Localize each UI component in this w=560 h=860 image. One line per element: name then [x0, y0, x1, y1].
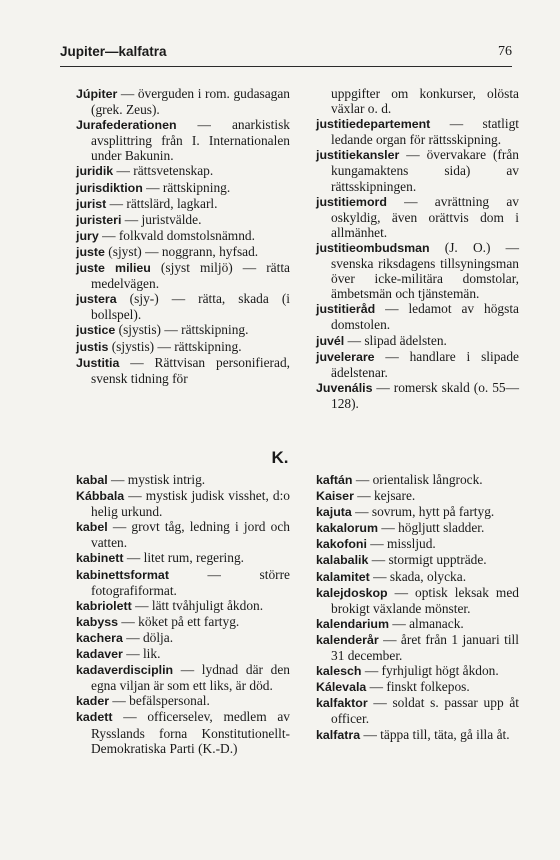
- dictionary-entry: [316, 472, 519, 488]
- dictionary-entry: [316, 663, 519, 679]
- entry-definition: — handlare i slipade ädelstenar.: [331, 348, 519, 380]
- entry-definition: — missljud.: [366, 536, 436, 552]
- column-top-right: [316, 86, 519, 411]
- entry-definition: (sjy-) — rätta, skada (i bollspel).: [91, 291, 290, 323]
- entry-definition: — romersk skald (o. 55—128).: [331, 379, 519, 411]
- dictionary-entry: [76, 260, 290, 291]
- entry-definition: — skada, olycka.: [369, 568, 467, 584]
- entry-definition: — året från 1 januari till 31 december.: [331, 631, 519, 664]
- entry-definition: — soldat s. passar upp åt officer.: [331, 695, 519, 727]
- entry-definition: — högljutt sladder.: [377, 520, 485, 536]
- entry-term: Juvenális: [316, 380, 373, 395]
- entry-definition: (J. O.) — svenska riksdagens tillsyningsman över icke-militära domstolar, ämbetsmän och tjänstemän.: [331, 239, 519, 302]
- dictionary-entry: [76, 472, 290, 488]
- dictionary-entry: [76, 519, 290, 550]
- entry-definition: — officerselev, medlem av Rysslands forna Konstitutionellt-Demokratiska Parti (K.-D.): [91, 709, 290, 756]
- entry-definition: — juristvälde.: [121, 211, 202, 227]
- entry-term: justice: [76, 323, 116, 338]
- entry-term: juvelerare: [316, 349, 375, 364]
- dictionary-entry: [76, 228, 290, 244]
- entry-definition: — Rättvisan personifierad, svensk tidning för: [91, 354, 290, 386]
- entry-definition: (sjystis) — rättskipning.: [115, 322, 249, 338]
- dictionary-entry: [76, 180, 290, 196]
- entry-definition: — dölja.: [122, 629, 174, 645]
- entry-term: kabyss: [76, 614, 119, 629]
- entry-definition: — anarkistisk avsplittring från I. Internationalen under Bakunin.: [91, 117, 290, 164]
- dictionary-entry: [76, 196, 290, 212]
- entry-definition: (sjyst) — noggrann, hyfsad.: [104, 243, 259, 259]
- entry-term: justis: [76, 339, 109, 354]
- entry-definition: — överguden i rom. gudasagan (grek. Zeus).: [91, 86, 290, 118]
- entry-term: kadett: [76, 710, 113, 725]
- entry-term: Júpiter: [76, 87, 118, 101]
- entry-term: kadaverdisciplin: [76, 663, 174, 678]
- dictionary-entry: [76, 662, 290, 693]
- entry-definition: — rättskipning.: [142, 179, 231, 195]
- entry-term: juvél: [316, 333, 345, 348]
- dictionary-entry: [76, 614, 290, 630]
- dictionary-entry: [316, 504, 519, 520]
- section-letter: K.: [271, 448, 289, 467]
- entry-term: Kábbala: [76, 489, 125, 504]
- entry-term: justitieombudsman: [316, 240, 430, 255]
- dictionary-entry: [76, 86, 290, 117]
- dictionary-entry: [316, 301, 519, 332]
- page-header: [60, 44, 512, 64]
- dictionary-entry: [76, 646, 290, 662]
- dictionary-entry: [316, 333, 519, 349]
- entry-term: kalabalik: [316, 553, 369, 568]
- dictionary-entry: [76, 244, 290, 260]
- entry-term: kalejdoskop: [316, 585, 388, 600]
- entry-term: justitiedepartement: [316, 117, 431, 132]
- entry-definition: — täppa till, täta, gå illa åt.: [360, 726, 510, 742]
- entry-term: kader: [76, 694, 110, 709]
- entry-term: Jurafederationen: [76, 118, 177, 133]
- entry-definition: — sovrum, hytt på fartyg.: [351, 504, 495, 520]
- dictionary-entry: [316, 679, 519, 695]
- dictionary-entry: [76, 709, 290, 755]
- dictionary-entry: [76, 355, 290, 386]
- dictionary-entry: [316, 147, 519, 193]
- header-rule: [60, 66, 512, 67]
- entry-term: kakofoni: [316, 537, 367, 552]
- entry-term: kabinettsformat: [76, 567, 169, 582]
- entry-definition: — rättslärd, lagkarl.: [106, 195, 218, 211]
- entry-term: Kálevala: [316, 680, 367, 695]
- entry-term: justitiemord: [316, 194, 387, 209]
- dictionary-entry: [76, 339, 290, 355]
- dictionary-entry: [316, 380, 519, 411]
- entry-term: jurisdiktion: [76, 180, 143, 195]
- entry-definition: (sjyst miljö) — rätta medelvägen.: [91, 260, 290, 292]
- entry-definition: — kejsare.: [353, 488, 416, 504]
- entry-definition: — stormigt uppträde.: [368, 552, 487, 568]
- entry-definition: — mystisk intrig.: [107, 472, 206, 487]
- dictionary-entry: [316, 116, 519, 147]
- entry-term: juste: [76, 244, 105, 259]
- dictionary-entry: [76, 163, 290, 179]
- entry-term: Justitia: [76, 355, 120, 370]
- entry-definition: — ledamot av högsta domstolen.: [331, 301, 519, 333]
- dictionary-entry: [76, 488, 290, 519]
- entry-definition: — litet rum, regering.: [123, 550, 244, 566]
- dictionary-entry: [316, 569, 519, 585]
- entry-definition: — lätt tvåhjuligt åkdon.: [131, 597, 264, 613]
- page-number: 76: [498, 44, 512, 59]
- dictionary-entry: [316, 86, 519, 116]
- running-head: Jupiter—kalfatra: [60, 44, 167, 59]
- entry-definition: — orientalisk långrock.: [352, 472, 483, 487]
- entry-term: kalendarium: [316, 616, 389, 631]
- dictionary-entry: [316, 585, 519, 616]
- entry-definition: — fyrhjuligt högt åkdon.: [361, 663, 499, 679]
- dictionary-entry: [316, 240, 519, 301]
- entry-definition: — mystisk judisk visshet, d:o helig urkund.: [91, 488, 290, 520]
- entry-term: kabel: [76, 520, 108, 535]
- entry-term: juste milieu: [76, 261, 151, 276]
- entry-definition: — lik.: [122, 646, 161, 662]
- dictionary-entry: [76, 693, 290, 709]
- entry-term: kalenderår: [316, 632, 379, 647]
- column-bottom-left: [76, 472, 290, 756]
- entry-term: kakalorum: [316, 521, 378, 536]
- entry-term: Kaiser: [316, 489, 354, 504]
- dictionary-entry: [316, 349, 519, 380]
- entry-definition: — finskt folkepos.: [366, 679, 470, 695]
- entry-term: justera: [76, 292, 117, 307]
- entry-definition: — köket på ett fartyg.: [118, 613, 240, 629]
- dictionary-entry: [76, 550, 290, 566]
- entry-definition: — avrättning av oskyldig, även orättvis dom i allmänhet.: [331, 193, 519, 240]
- dictionary-entry: [316, 520, 519, 536]
- entry-term: kajuta: [316, 505, 352, 520]
- entry-term: kabriolett: [76, 598, 132, 613]
- entry-definition: — slipad ädelsten.: [344, 332, 447, 348]
- entry-definition: — befälspersonal.: [109, 693, 210, 709]
- dictionary-entry: [76, 322, 290, 338]
- dictionary-entry: [76, 598, 290, 614]
- dictionary-entry: [76, 630, 290, 646]
- dictionary-entry: [316, 695, 519, 726]
- entry-definition: — rättsvetenskap.: [113, 163, 214, 179]
- entry-definition: — optisk leksak med brokigt växlande mönster.: [331, 584, 519, 616]
- entry-term: kabinett: [76, 551, 124, 566]
- dictionary-entry: [316, 632, 519, 663]
- dictionary-entry: [316, 194, 519, 240]
- dictionary-entry: [316, 616, 519, 632]
- entry-term: kaftán: [316, 473, 353, 487]
- entry-term: kalamitet: [316, 569, 370, 584]
- entry-term: kalfatra: [316, 727, 361, 742]
- entry-term: kadaver: [76, 647, 123, 662]
- entry-definition: — almanack.: [389, 615, 464, 631]
- dictionary-entry: [76, 291, 290, 322]
- entry-term: juristeri: [76, 212, 122, 227]
- entry-term: kalfaktor: [316, 696, 368, 711]
- entry-term: kalesch: [316, 664, 362, 679]
- entry-definition: — grovt tåg, ledning i jord och vatten.: [91, 519, 290, 551]
- column-bottom-right: [316, 472, 519, 743]
- entry-term: jurist: [76, 196, 107, 211]
- entry-term: kabal: [76, 473, 108, 487]
- entry-definition: — större fotografiformat.: [91, 566, 290, 598]
- dictionary-entry: [76, 567, 290, 598]
- dictionary-entry: [316, 552, 519, 568]
- entry-definition: uppgifter om konkurser, olösta växlar o. d.: [331, 86, 519, 117]
- dictionary-entry: [316, 727, 519, 743]
- dictionary-entry: [76, 212, 290, 228]
- column-top-left: [76, 86, 290, 386]
- entry-term: justitiekansler: [316, 148, 400, 163]
- entry-term: kachera: [76, 630, 123, 645]
- entry-term: juridik: [76, 164, 114, 179]
- dictionary-entry: [316, 536, 519, 552]
- entry-definition: — övervakare (från kungamaktens sida) av rättsskipningen.: [331, 147, 519, 194]
- entry-definition: — folkvald domstolsnämnd.: [98, 227, 255, 243]
- entry-definition: — statligt ledande organ för rättsskipning.: [331, 116, 519, 148]
- entry-term: justitieråd: [316, 302, 376, 317]
- entry-definition: (sjystis) — rättskipning.: [108, 338, 242, 354]
- dictionary-entry: [76, 117, 290, 163]
- entry-definition: — lydnad där den egna viljan är som ett liks, är död.: [91, 662, 290, 694]
- entry-term: jury: [76, 228, 99, 243]
- dictionary-entry: [316, 488, 519, 504]
